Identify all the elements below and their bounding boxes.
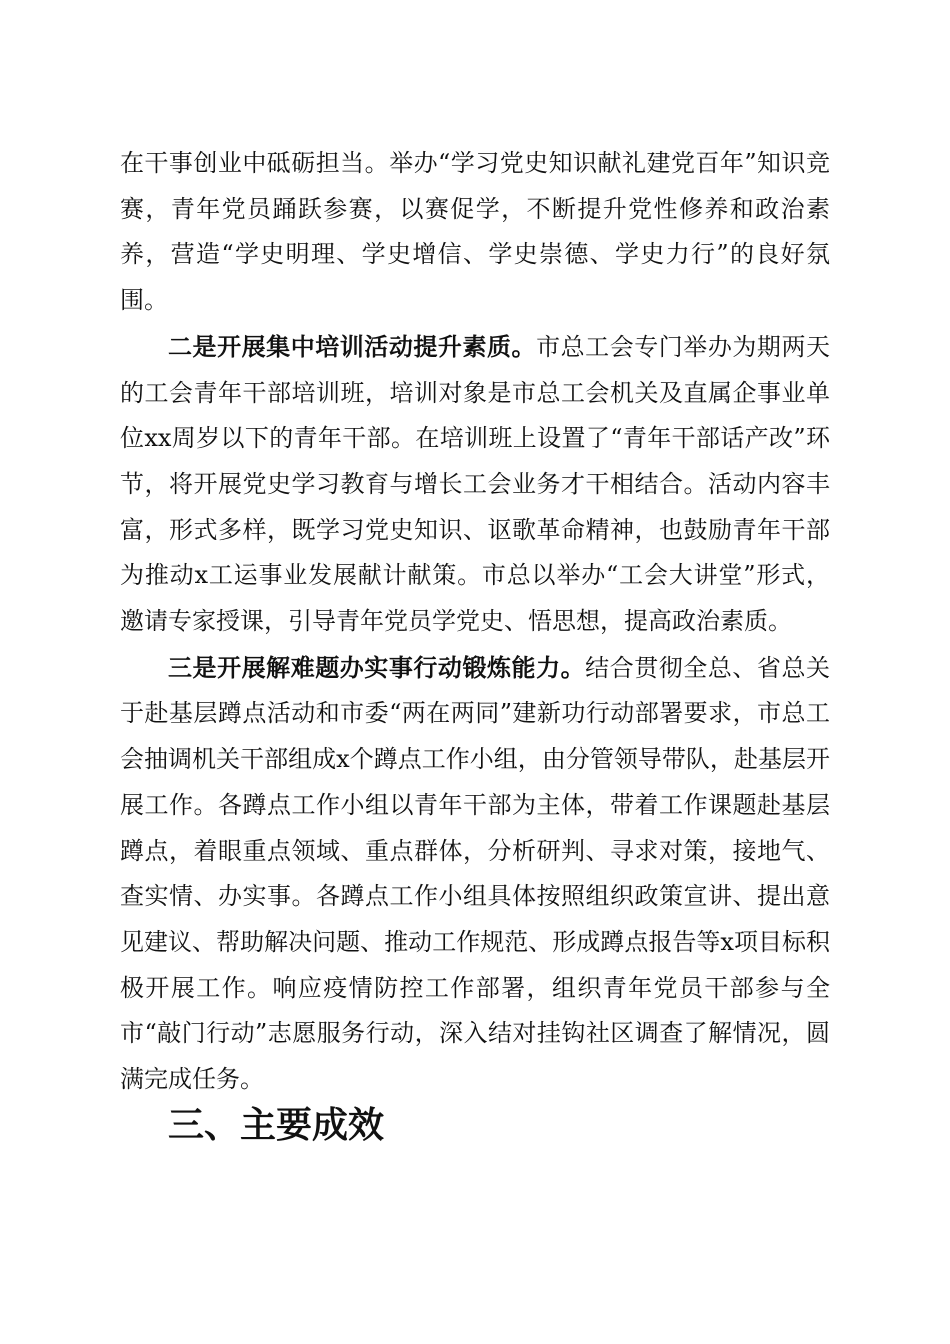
paragraph-training: [120, 324, 830, 645]
paragraph-practical-action: [120, 645, 830, 1103]
paragraph-continuation: [120, 141, 830, 324]
paragraph-lead: 二是开展集中培训活动提升素质。: [168, 331, 537, 361]
paragraph-text: 结合贯彻全总、省总关于赴基层蹲点活动和市委“两在两同”建新功行动部署要求，市总工会抽调机关干部组成x个蹲点工作小组，由分管领导带队，赴基层开展工作。各蹲点工作小组以青年干部为主体，带着工作课题赴基层蹲点，着眼重点领域、重点群体，分析研判、寻求对策，接地气、查实情、办实事。各蹲点工作小组具体按照组织政策宣讲、提出意见建议、帮助解决问题、推动工作规范、形成蹲点报告等x项目标积极开展工作。响应疫情防控工作部署，组织青年党员干部参与全市“敲门行动”志愿服务行动，深入结对挂钩社区调查了解情况，圆满完成任务。: [120, 653, 831, 1094]
section-heading: 三、主要成效: [168, 1104, 385, 1146]
paragraph-text: 市总工会专门举办为期两天的工会青年干部培训班，培训对象是市总工会机关及直属企事业单位xx周岁以下的青年干部。在培训班上设置了“青年干部话产改”环节，将开展党史学习教育与增长工会业务才干相结合。活动内容丰富，形式多样，既学习党史知识、讴歌革命精神，也鼓励青年干部为推动x工运事业发展献计献策。市总以举办“工会大讲堂”形式，邀请专家授课，引导青年党员学党史、悟思想，提高政治素质。: [120, 332, 831, 636]
document-body: [120, 141, 830, 1148]
paragraph-lead: 三是开展解难题办实事行动锻炼能力。: [168, 652, 586, 682]
paragraph-text: 在干事创业中砥砺担当。举办“学习党史知识献礼建党百年”知识竞赛，青年党员踊跃参赛，以赛促学，不断提升党性修养和政治素养，营造“学史明理、学史增信、学史崇德、学史力行”的良好氛围。: [120, 149, 830, 315]
